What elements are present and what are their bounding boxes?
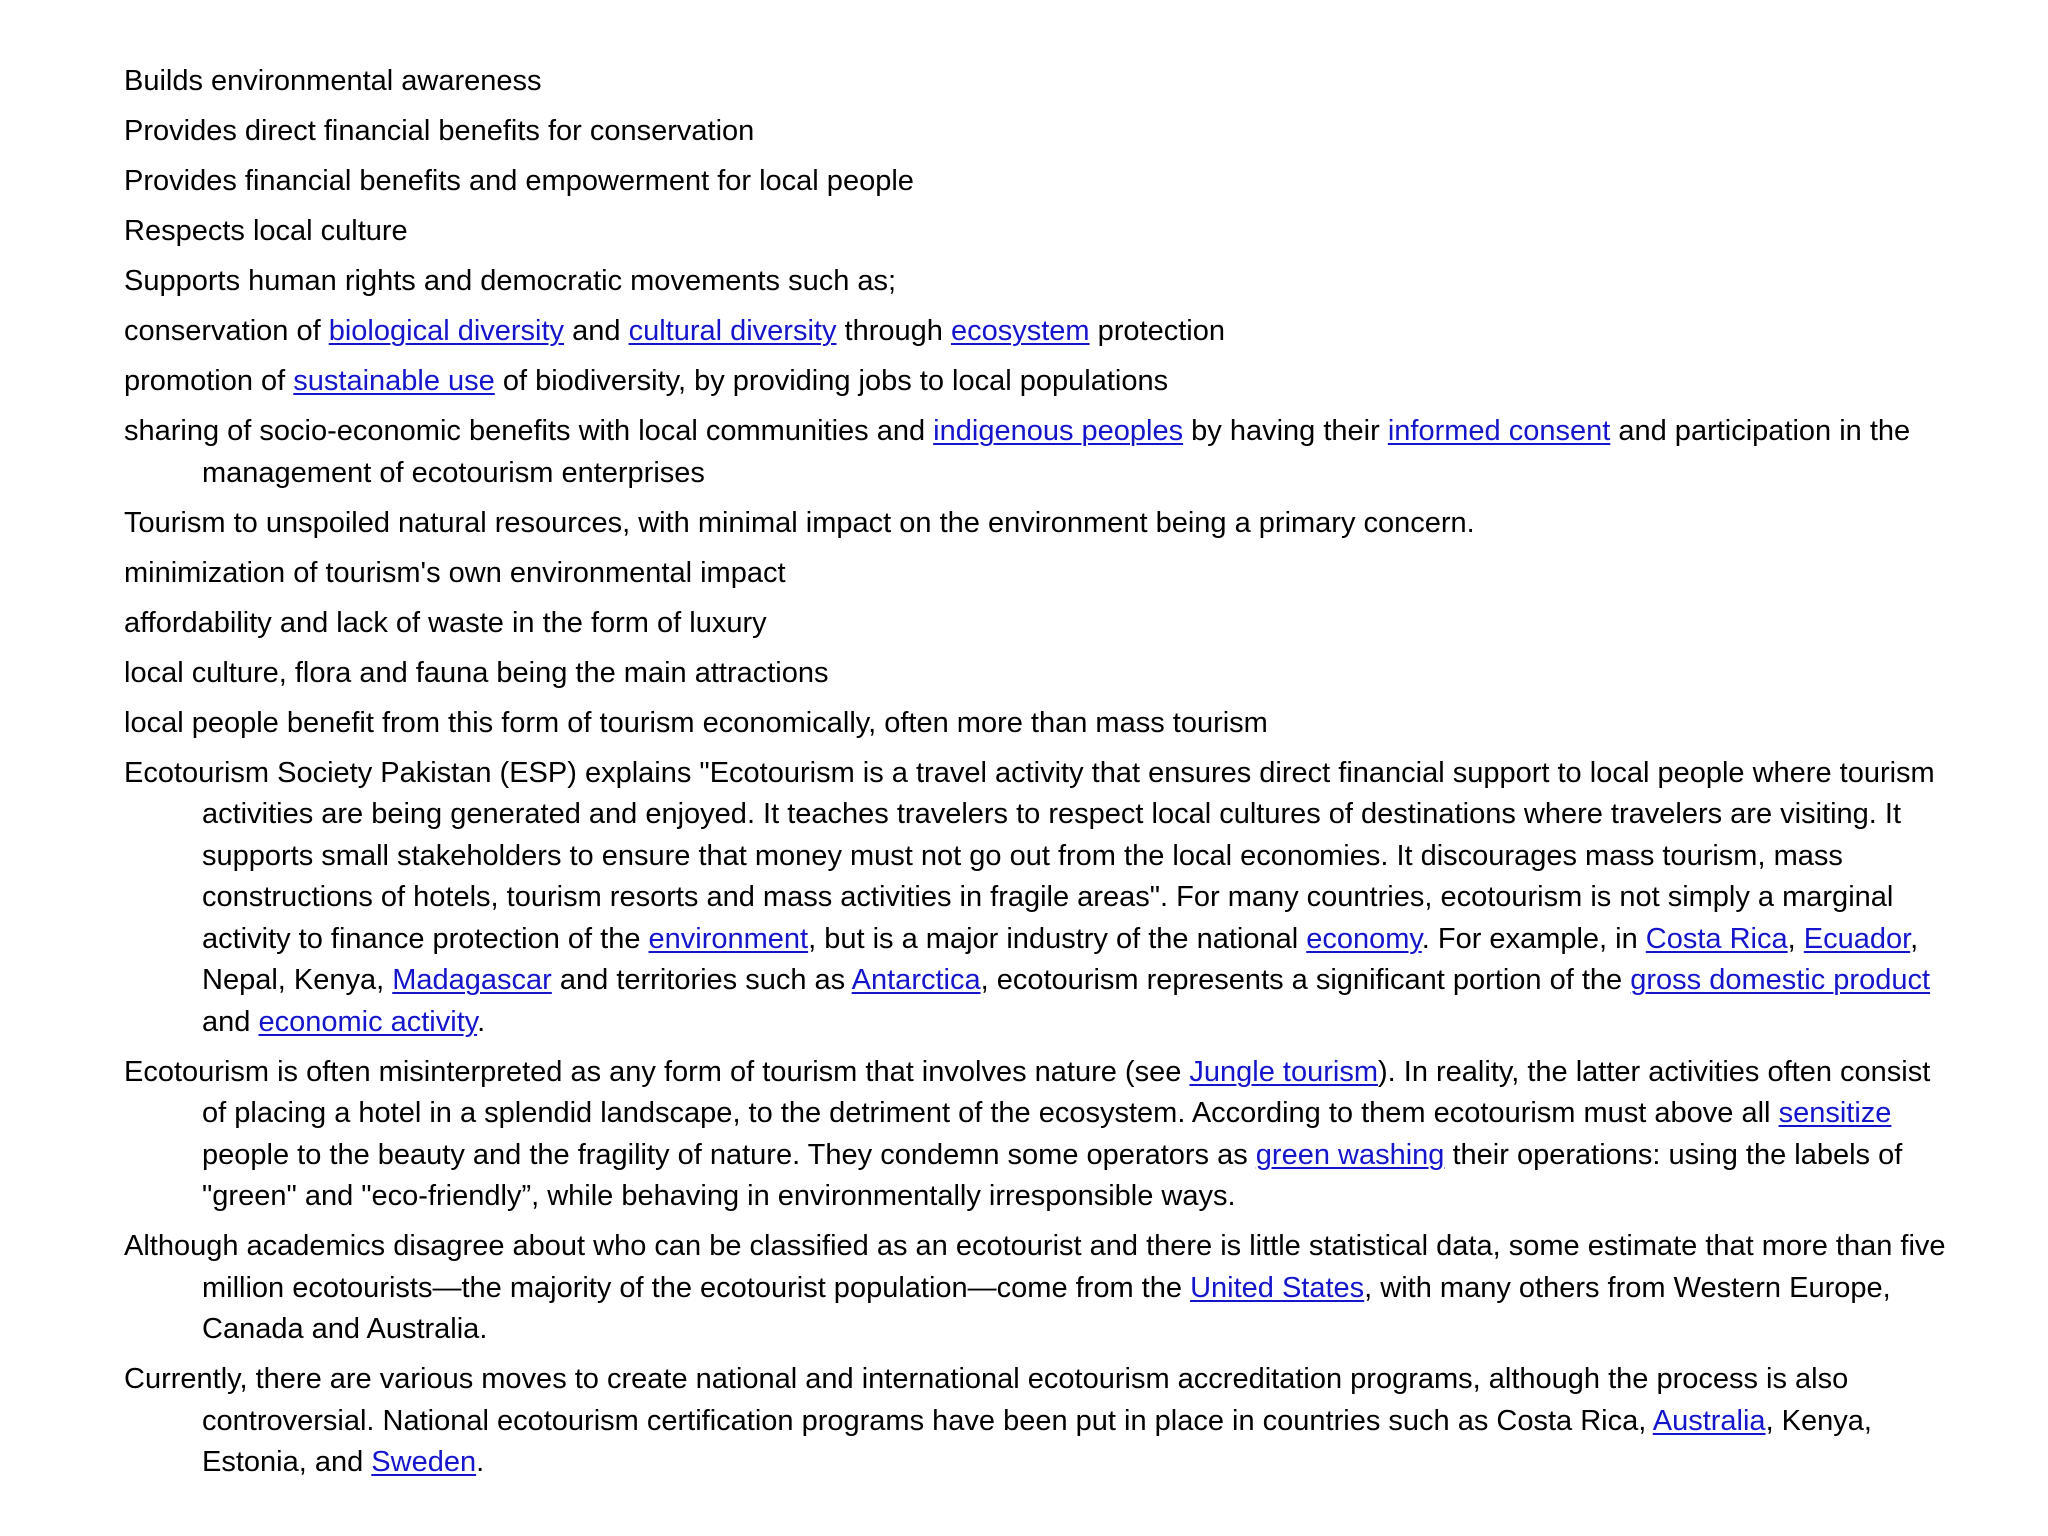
text-run: protection [1089, 315, 1225, 347]
text-run: people to the beauty and the fragility of nature. They condemn some operators as [202, 1138, 1256, 1171]
text-paragraph [124, 653, 1960, 695]
text-run: of biodiversity, by providing jobs to local populations [494, 365, 1169, 397]
text-paragraph [124, 1226, 1960, 1351]
text-run: affordability and lack of waste in the form of luxury [124, 606, 767, 639]
text-run: , ecotourism represents a significant portion of the [980, 964, 1631, 996]
text-run: Although academics disagree about who can be classified as an ecotourist and there is little statistical data, some estimate that more than five million ecotourists—the majority of the ecotourist population—come from the [124, 1230, 1946, 1304]
text-run: by having their [1183, 415, 1388, 447]
text-run: conservation of [124, 315, 329, 347]
hyperlink[interactable]: indigenous peoples [933, 415, 1184, 447]
hyperlink[interactable]: biological diversity [328, 315, 565, 347]
text-paragraph [124, 1359, 1960, 1484]
text-run: Currently, there are various moves to create national and international ecotourism accreditation programs, although the process is also controversial. National ecotourism certification programs have been put in place in countries such as Costa Rica, [124, 1363, 1849, 1437]
text-run: Tourism to unspoiled natural resources, with minimal impact on the environment being a primary concern. [124, 506, 1475, 539]
text-paragraph [124, 553, 1960, 595]
hyperlink[interactable]: Madagascar [392, 964, 552, 996]
text-run: , but is a major industry of the national [808, 922, 1307, 955]
hyperlink[interactable]: United States [1190, 1271, 1365, 1304]
text-run: . [477, 1005, 486, 1038]
hyperlink[interactable]: Ecuador [1803, 922, 1911, 955]
text-run: Builds environmental awareness [124, 65, 542, 97]
text-run: and participation in the management of ecotourism enterprises [202, 415, 1911, 489]
text-paragraph [124, 361, 1960, 403]
text-paragraph [124, 211, 1960, 253]
hyperlink[interactable]: informed consent [1387, 415, 1611, 447]
text-run: local people benefit from this form of tourism economically, often more than mass tourism [124, 706, 1268, 739]
text-run: and territories such as [551, 964, 852, 996]
text-paragraph [124, 753, 1960, 1044]
text-run: through [836, 315, 951, 347]
hyperlink[interactable]: environment [648, 922, 809, 955]
text-run: , Nepal, Kenya, [202, 922, 1919, 996]
text-paragraph [124, 311, 1960, 353]
text-paragraph [124, 603, 1960, 645]
hyperlink[interactable]: economic activity [258, 1005, 478, 1038]
text-run: , Kenya, Estonia, and [202, 1404, 1872, 1478]
text-run: and [202, 1005, 259, 1038]
text-run: Ecotourism is often misinterpreted as any form of tourism that involves nature (see [124, 1055, 1190, 1088]
text-run: , [1787, 922, 1804, 955]
text-paragraph [124, 261, 1960, 303]
text-paragraph [124, 161, 1960, 203]
text-run: . [476, 1446, 485, 1478]
text-run: Provides direct financial benefits for conservation [124, 115, 755, 147]
hyperlink[interactable]: gross domestic product [1630, 964, 1931, 996]
hyperlink[interactable]: Sweden [371, 1446, 477, 1478]
text-run: ). In reality, the latter activities often consist of placing a hotel in a splendid landscape, to the detriment of the ecosystem. According to them ecotourism must above all [202, 1055, 1931, 1129]
text-run: Supports human rights and democratic movements such as; [124, 265, 897, 297]
text-run: promotion of [124, 365, 294, 397]
hyperlink[interactable]: Costa Rica [1645, 922, 1788, 955]
text-run: sharing of socio-economic benefits with local communities and [124, 415, 934, 447]
text-run: minimization of tourism's own environmental impact [124, 556, 786, 589]
text-paragraph [124, 411, 1960, 494]
text-run: , with many others from Western Europe, Canada and Australia. [202, 1271, 1891, 1345]
hyperlink[interactable]: sustainable use [293, 365, 495, 397]
text-run: Provides financial benefits and empowerment for local people [124, 165, 914, 197]
text-run: local culture, flora and fauna being the main attractions [124, 656, 829, 689]
text-paragraph [124, 61, 1960, 103]
text-run: Respects local culture [124, 215, 408, 247]
text-run: Ecotourism Society Pakistan (ESP) explains "Ecotourism is a travel activity that ensures direct financial support to local people where tourism activities are being generated and enjoyed. It teaches travelers to respect local cultures of destinations where travelers are visiting. It supports small stakeholders to ensure that money must not go out from the local economies. It discourages mass tourism, mass constructions of hotels, tourism resorts and mass activities in fragile areas". For many countries, ecotourism is not simply a marginal activity to finance protection of the [124, 756, 1935, 955]
text-paragraph [124, 1052, 1960, 1218]
slide-text-body [124, 61, 1960, 1492]
text-run: and [564, 315, 629, 347]
hyperlink[interactable]: economy [1306, 922, 1422, 955]
hyperlink[interactable]: green washing [1255, 1138, 1445, 1171]
hyperlink[interactable]: sensitize [1778, 1097, 1892, 1129]
text-paragraph [124, 111, 1960, 153]
hyperlink[interactable]: Antarctica [851, 964, 981, 996]
hyperlink[interactable]: ecosystem [950, 315, 1090, 347]
text-run: . For example, in [1421, 922, 1646, 955]
hyperlink[interactable]: cultural diversity [628, 315, 837, 347]
hyperlink[interactable]: Australia [1652, 1404, 1766, 1437]
text-paragraph [124, 703, 1960, 745]
text-paragraph [124, 503, 1960, 545]
text-run: their operations: using the labels of "green" and "eco-friendly”, while behaving in environmentally irresponsible ways. [202, 1138, 1903, 1212]
hyperlink[interactable]: Jungle tourism [1189, 1055, 1378, 1088]
